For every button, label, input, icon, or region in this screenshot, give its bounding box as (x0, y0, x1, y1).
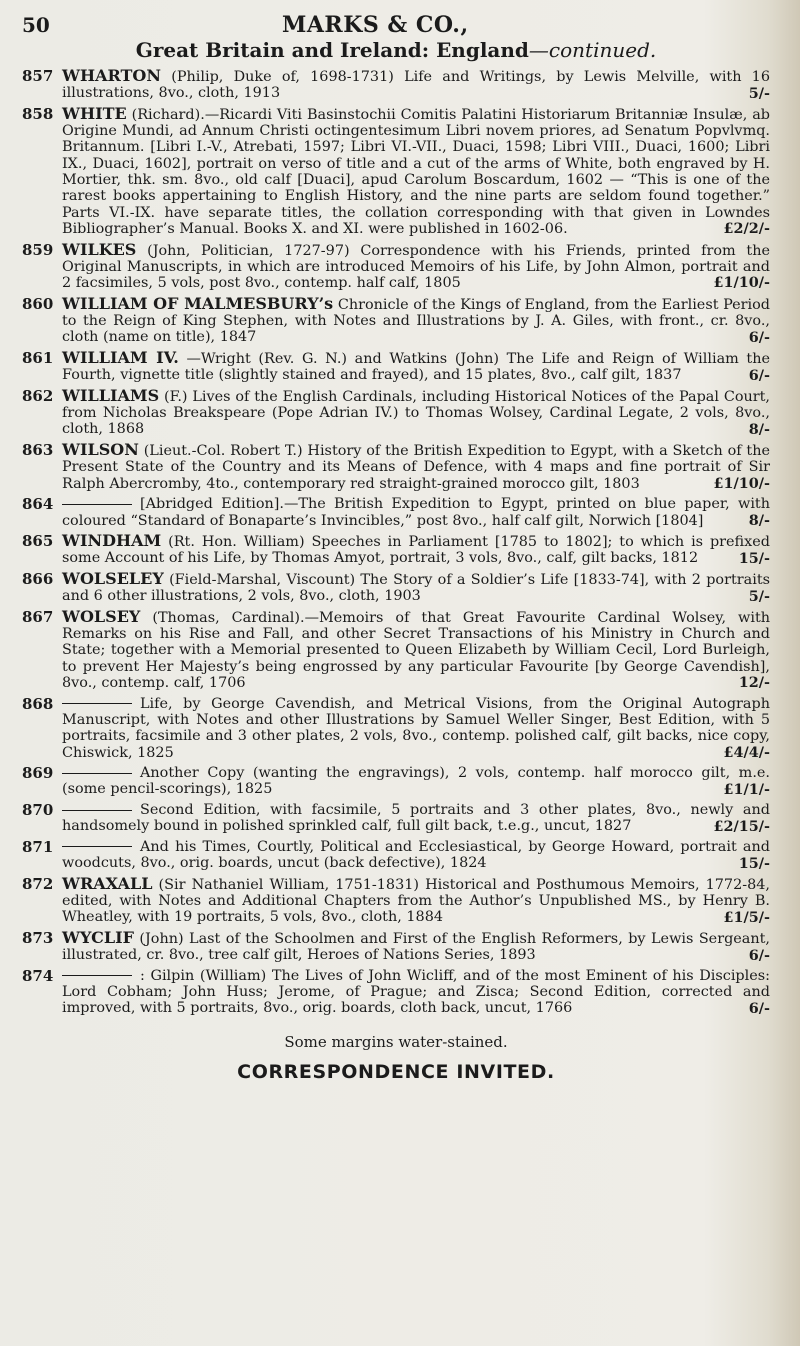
entry-author: WHARTON (62, 66, 161, 85)
catalogue-entry (22, 385, 771, 438)
entry-description: [Abridged Edition].—The British Expedition to Egypt, printed on blue paper, with coloured “Standard of Bonaparte’s Invincibles,” post 8vo., half calf gilt, Norwich [1804] (62, 496, 770, 529)
entry-description: : Gilpin (William) The Lives of John Wicliff, and of the most Eminent of his Disciples: Lord Cobham; John Huss; Jerome, of Prague; and Zisca; Second Edition, corrected and improved, with 5 portraits, 8vo., orig. boards, cloth back, uncut, 1766 (62, 967, 770, 1017)
entry-description: (F.) Lives of the English Cardinals, including Historical Notices of the Papal Court, from Nicholas Breakspeare (Pope Adrian IV.) to Thomas Wolsey, Cardinal Legate, 2 vols, 8vo., cloth, 1868 (62, 388, 771, 438)
section-title: Great Britain and Ireland: England (135, 38, 529, 62)
entry-description: (John) Last of the Schoolmen and First of the English Reformers, by Lewis Sergeant, illustrated, cr. 8vo., tree calf gilt, Heroes of Nations Series, 1893 (62, 931, 771, 964)
catalogue-entry (22, 696, 770, 761)
catalogue-entry (22, 930, 770, 964)
ditto-rule (62, 703, 132, 704)
ditto-rule (62, 504, 132, 505)
entry-description: Chronicle of the Kings of England, from the Earliest Period to the Reign of King Stephen, with Notes and Illustrations by J. A. Giles, with front., cr. 8vo., cloth (name on title), 1847 (62, 296, 771, 346)
entry-number: 874 (22, 966, 54, 985)
entry-description: (John, Politician, 1727-97) Correspondence with his Friends, printed from the Original Manuscripts, in which are introduced Memoirs of his Life, by John Almon, portrait and 2 facsimiles, 5 vols, post 8vo., contemp. half calf, 1805 (62, 242, 771, 292)
entry-price: 8/- (748, 420, 770, 438)
entry-description: (Thomas, Cardinal).—Memoirs of that Great Favourite Cardinal Wolsey, with Remarks on his Rise and Fall, and other Secret Transactions of his Ministry in Church and State; together with a Memorial presented to Queen Elizabeth by William Cecil, Lord Burleigh, to prevent Her Majesty’s being engrossed by any particular Favourite [by George Cavendish], 8vo., contemp. calf, 1706 (62, 609, 771, 692)
entry-price: 12/- (738, 674, 770, 692)
entry-author: WRAXALL (62, 873, 153, 893)
entry-description: Another Copy (wanting the engravings), 2 vols, contemp. half morocco gilt, m.e. (some pencil-scorings), 1825 (62, 765, 770, 798)
page-title: MARKS & CO., (282, 12, 469, 38)
catalogue-entry (22, 496, 770, 529)
catalogue-entry (22, 239, 771, 292)
entry-price: 6/- (748, 366, 770, 384)
running-head (22, 12, 770, 36)
entry-description: Second Edition, with facsimile, 5 portraits and 3 other plates, 8vo., newly and handsomely bound in polished sprinkled calf, full gilt back, t.e.g., uncut, 1827 (62, 802, 770, 835)
entry-number: 870 (22, 801, 54, 820)
entry-number: 872 (22, 874, 54, 893)
entry-number: 861 (22, 348, 54, 367)
catalogue-entry (22, 68, 770, 102)
ditto-rule (62, 975, 132, 976)
entry-number: 859 (22, 240, 54, 259)
catalogue-entry (22, 606, 771, 692)
entry-author: WOLSEY (62, 606, 141, 626)
ditto-rule (62, 810, 132, 811)
entry-price: 5/- (748, 84, 770, 102)
entry-author: WINDHAM (62, 531, 162, 551)
catalogue-entry (22, 293, 771, 346)
entry-author: WHITE (62, 103, 127, 123)
entry-number: 871 (22, 837, 54, 856)
entry-number: 857 (22, 67, 54, 85)
entry-number: 864 (22, 495, 54, 514)
entry-price: 6/- (748, 946, 770, 964)
entry-author: WILKES (62, 239, 137, 259)
entry-author: WOLSELEY (62, 568, 164, 588)
entry-number: 868 (22, 694, 54, 713)
entry-number: 869 (22, 764, 54, 783)
catalogue-entry (22, 568, 770, 605)
entry-author: WILLIAMS (62, 385, 160, 405)
section-heading (22, 38, 770, 62)
entry-number: 863 (22, 441, 54, 460)
entry-price: 8/- (748, 511, 770, 529)
entry-price: 6/- (748, 328, 770, 346)
footer-note: Some margins water-stained. (284, 1033, 508, 1052)
catalogue-entry (22, 442, 770, 492)
catalogue-entry (22, 347, 770, 384)
catalogue-entry (22, 765, 770, 798)
entry-description: (Field-Marshal, Viscount) The Story of a Soldier’s Life [1833-74], with 2 portraits and 6 other illustrations, 2 vols, 8vo., cloth, 1903 (62, 571, 770, 605)
entry-description: (Philip, Duke of, 1698-1731) Life and Writings, by Lewis Melville, with 16 illustrations, 8vo., cloth, 1913 (62, 69, 770, 102)
entry-number: 862 (22, 386, 54, 405)
entry-author: WILLIAM OF MALMESBURY’s (62, 293, 334, 313)
entry-list (22, 68, 770, 1017)
entry-price: 5/- (748, 587, 770, 605)
entry-price: £1/10/- (713, 474, 770, 492)
entry-author: WILSON (62, 440, 139, 460)
entry-number: 858 (22, 104, 54, 123)
entry-price: £1/5/- (723, 908, 770, 926)
entry-description: (Rt. Hon. William) Speeches in Parliament [1785 to 1802]; to which is prefixed some Account of his Life, by Thomas Amyot, portrait, 3 vols, 8vo., calf, gilt backs, 1812 (62, 534, 770, 567)
catalogue-entry (22, 802, 770, 835)
ditto-rule (62, 773, 132, 774)
entry-number: 865 (22, 532, 54, 551)
entry-price: £1/1/- (723, 780, 770, 798)
ditto-rule (62, 846, 132, 847)
entry-number: 860 (22, 294, 54, 313)
entry-author: WILLIAM IV. (62, 347, 179, 367)
entry-price: £2/2/- (723, 220, 770, 238)
entry-price: £2/15/- (713, 817, 770, 835)
entry-price: 15/- (738, 854, 770, 872)
entry-description: And his Times, Courtly, Political and Ecclesiastical, by George Howard, portrait and woodcuts, 8vo., orig. boards, uncut (back defective), 1824 (62, 838, 770, 872)
catalogue-entry (22, 533, 770, 567)
entry-number: 867 (22, 607, 54, 626)
catalogue-entry (22, 873, 770, 926)
entry-price: 6/- (748, 999, 770, 1017)
catalogue-entry (22, 103, 770, 238)
section-continued: —continued. (528, 38, 657, 62)
entry-price: £1/10/- (713, 274, 770, 292)
entry-price: £4/4/- (723, 743, 770, 761)
entry-description: (Sir Nathaniel William, 1751-1831) Historical and Posthumous Memoirs, 1772-84, edited, with Notes and Additional Chapters from the Author’s Unpublished MS., by Henry B. Wheatley, with 19 portraits, 5 vols, 8vo., cloth, 1884 (62, 876, 770, 926)
page-number: 50 (22, 13, 50, 37)
entry-price: 15/- (738, 549, 770, 567)
entry-number: 866 (22, 569, 54, 588)
footer-title: CORRESPONDENCE INVITED. (237, 1061, 555, 1084)
catalogue-entry (22, 839, 770, 872)
catalogue-entry (22, 968, 770, 1017)
entry-description: Life, by George Cavendish, and Metrical Visions, from the Original Autograph Manuscript, with Notes and other Illustrations by Samuel Weller Singer, Best Edition, with 5 portraits, facsimile and 3 other plates, 2 vols, 8vo., contemp. polished calf, gilt backs, nice copy, Chiswick, 1825 (62, 695, 770, 761)
entry-author: WYCLIF (62, 928, 134, 947)
entry-description: (Richard).—Ricardi Viti Basinstochii Comitis Palatini Historiarum Britanniæ Insulæ, ab Origine Mundi, ad Annum Christi octingentesimum Libri novem priores, ad Senatum Popvlvmq. Britannum. [Libri I.-V., Atrebati, 1597; Libri VI.-VII., Duaci, 1598; Libri VIII., Duaci, 1600; Libri IX., Duaci, 1602], portrait on verso of title and a cut of the arms of White, both engraved by H. Mortier, thk. sm. 8vo., old calf [Duaci], apud Carolum Boscardum, 1602 — “This is one of the rarest books appertaining to English History, and the nine parts are seldom found together.” Parts VI.-IX. have separate titles, the collation corresponding with that given in Lowndes Bibliographer’s Manual. Books X. and XI. were published in 1602-06. (62, 106, 770, 237)
entry-number: 873 (22, 929, 54, 947)
entry-description: —Wright (Rev. G. N.) and Watkins (John) The Life and Reign of William the Fourth, vignette title (slightly stained and frayed), and 15 plates, 8vo., calf gilt, 1837 (62, 350, 770, 384)
entry-description: (Lieut.-Col. Robert T.) History of the British Expedition to Egypt, with a Sketch of the Present State of the Country and its Means of Defence, with 4 maps and fine portrait of Sir Ralph Abercromby, 4to., contemporary red straight-grained morocco gilt, 1803 (62, 443, 770, 492)
